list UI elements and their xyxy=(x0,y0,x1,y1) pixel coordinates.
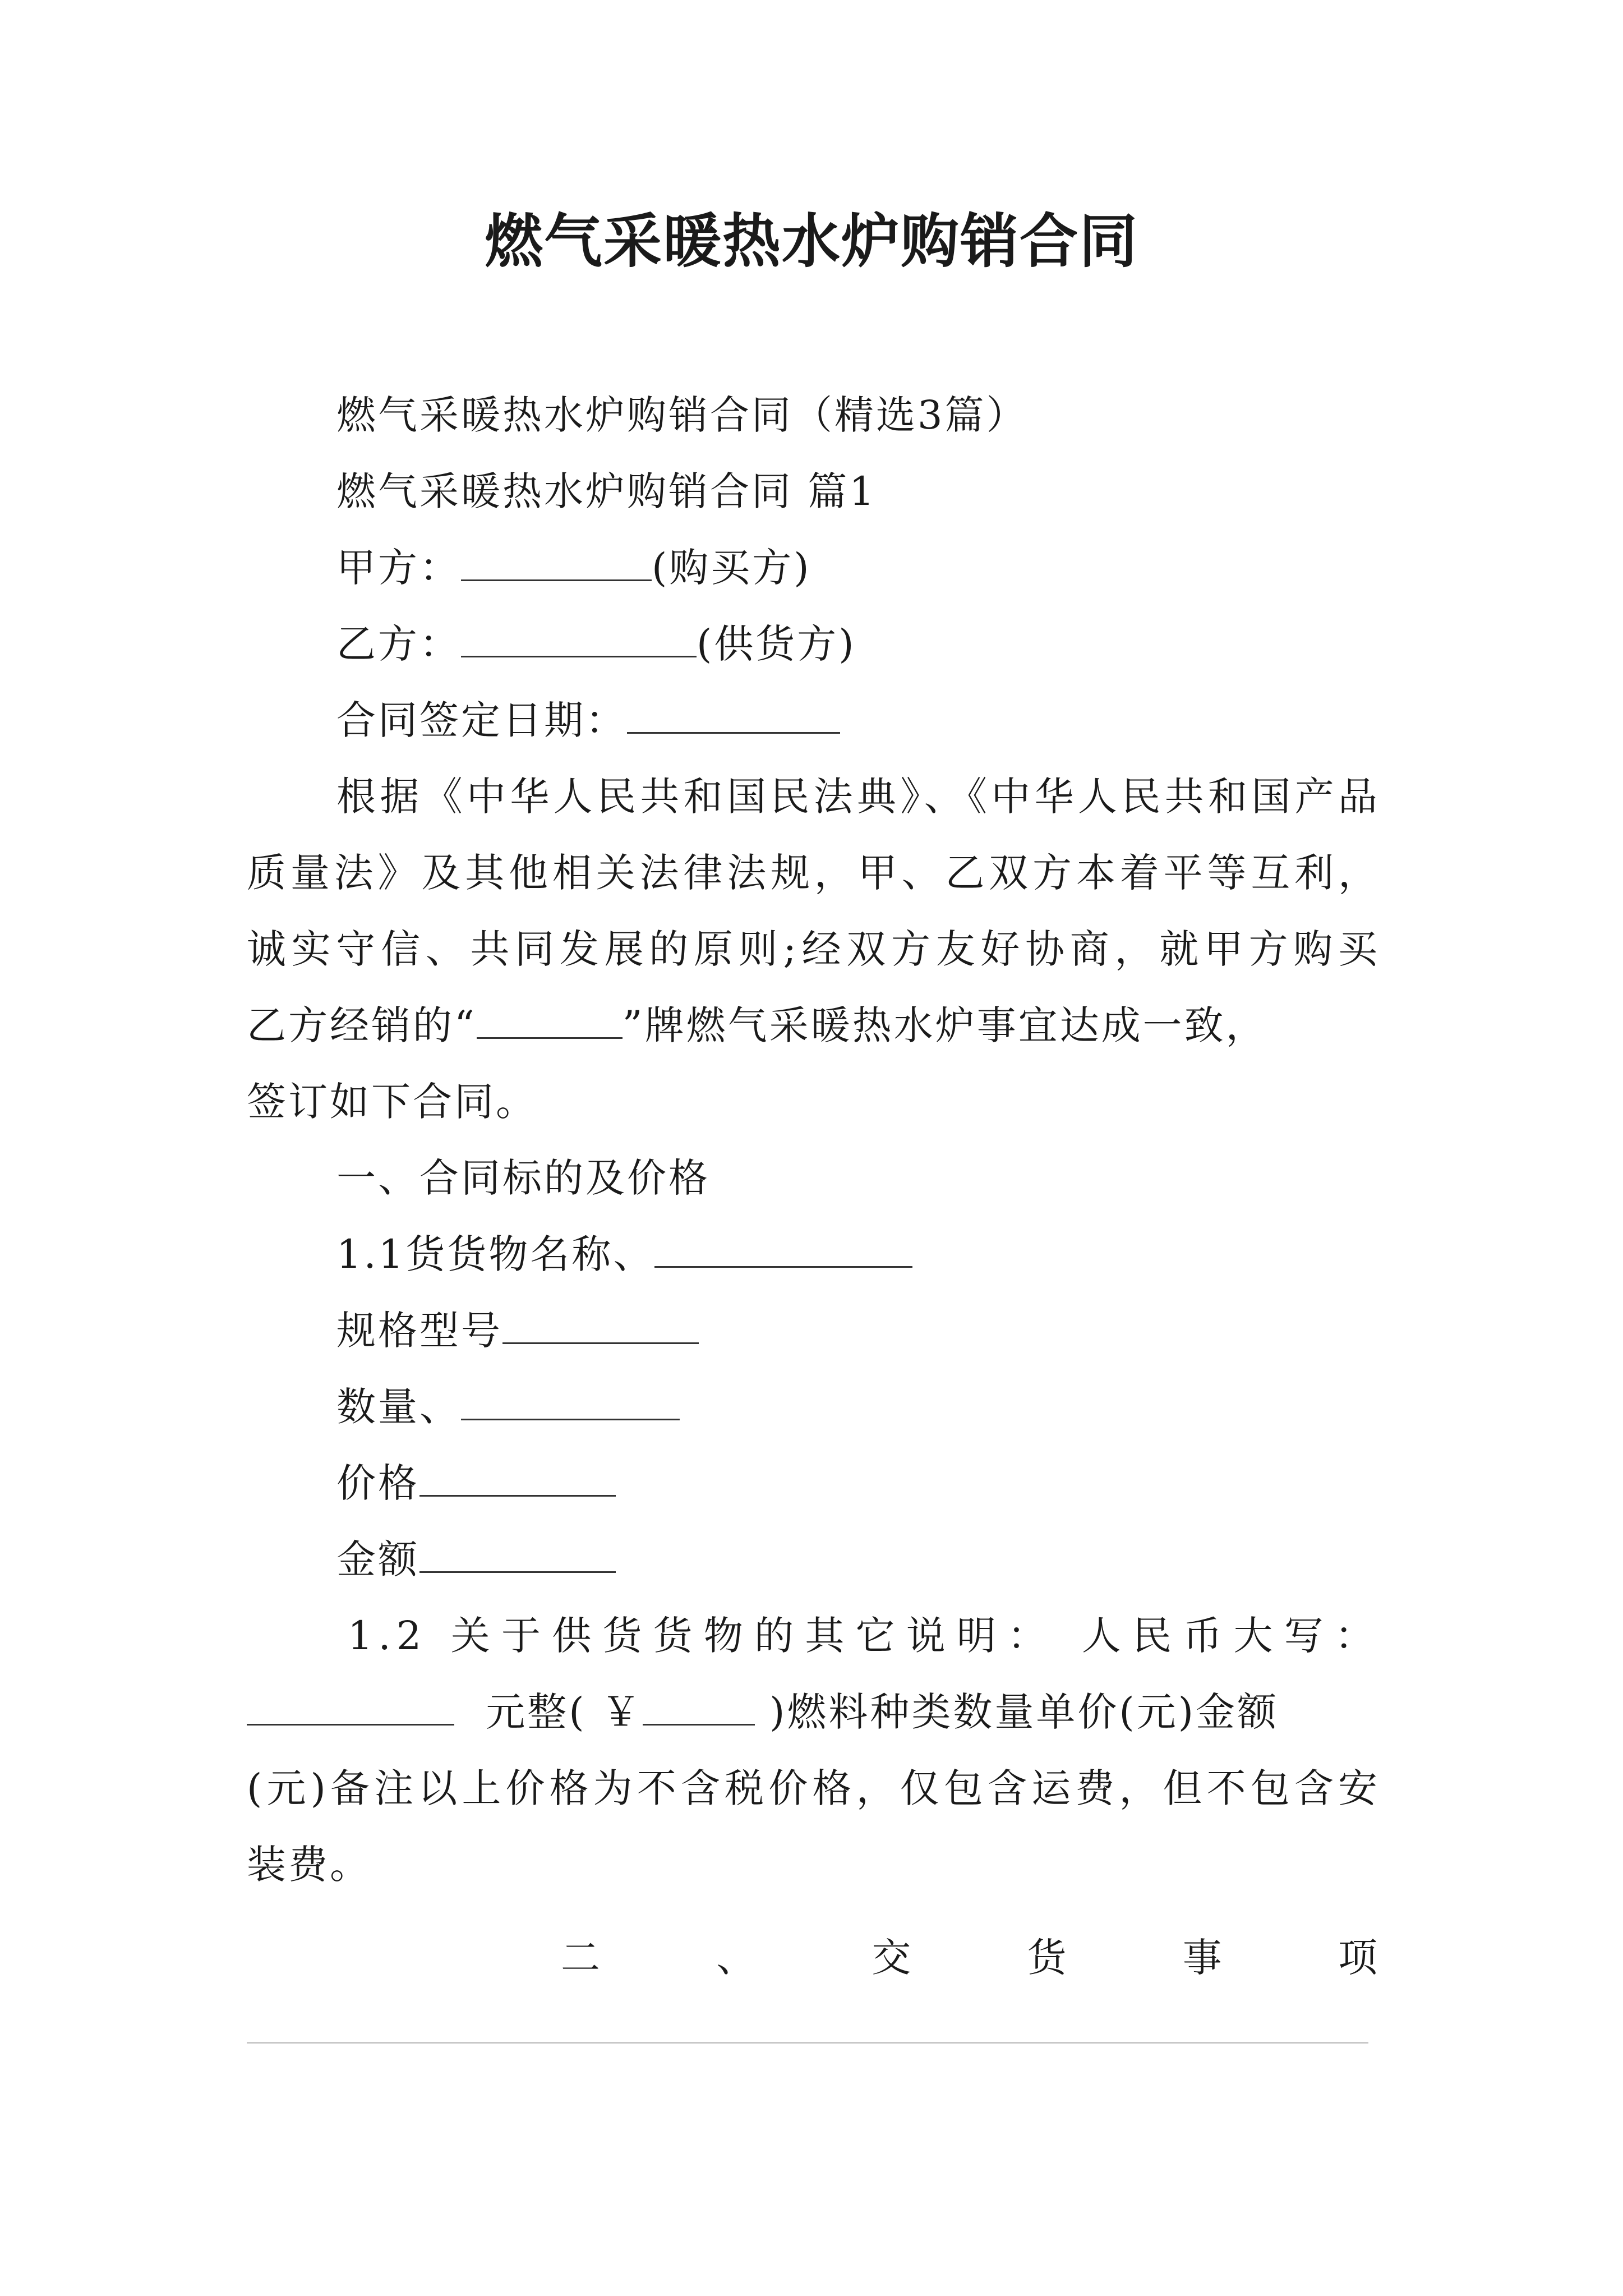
sign-date-blank xyxy=(627,693,840,734)
amount-blank xyxy=(419,1532,616,1573)
spec-label: 规格型号 xyxy=(336,1308,502,1354)
spec-blank xyxy=(502,1303,699,1344)
party-a-label: 甲方： xyxy=(336,545,461,591)
amount-label: 金额 xyxy=(336,1536,419,1582)
clause-1-heading: 一、合同标的及价格 xyxy=(336,1155,710,1201)
section-heading: 燃气采暖热水炉购销合同 篇1 xyxy=(336,468,877,514)
quantity-blank xyxy=(461,1379,680,1420)
note-line-2 xyxy=(247,1684,1380,1740)
clause-2-char: 货 xyxy=(1027,1935,1069,1981)
brand-blank xyxy=(477,998,623,1039)
note-line-2-before: 元整( ￥ xyxy=(486,1689,643,1735)
clause-2-heading xyxy=(561,1930,1380,1986)
party-b-role: (供货方) xyxy=(697,621,856,667)
amount-line xyxy=(336,1531,1380,1588)
rmb-uppercase-blank xyxy=(247,1685,454,1726)
clause-2-char: 二 xyxy=(561,1935,602,1981)
note-line-4: 装费。 xyxy=(247,1842,371,1888)
party-a-role: (购买方) xyxy=(652,545,811,591)
intro-line-4 xyxy=(247,997,1380,1053)
intro-line-4-after: ”牌燃气采暖热水炉事宜达成一致， xyxy=(622,1002,1267,1048)
rmb-number-blank xyxy=(643,1685,755,1726)
party-b-blank xyxy=(461,616,697,657)
note-line-2-after: )燃料种类数量单价(元)金额 xyxy=(769,1689,1279,1735)
sign-date-label: 合同签定日期： xyxy=(336,697,627,743)
page-bottom-rule xyxy=(247,2042,1368,2044)
document-subtitle: 燃气采暖热水炉购销合同（精选3篇） xyxy=(336,392,1028,438)
goods-name-label: 1.1货货物名称、 xyxy=(336,1231,655,1277)
spec-line xyxy=(336,1303,1380,1359)
intro-line-5: 签订如下合同。 xyxy=(247,1079,537,1125)
party-b-label: 乙方： xyxy=(336,621,461,667)
intro-line-1: 根据《中华人民共和国民法典》、《中华人民共和国产品 xyxy=(336,774,1380,820)
note-line-1: 1.2 关于供货货物的其它说明： 人民币大写： xyxy=(348,1613,1380,1659)
goods-name-line xyxy=(336,1226,1380,1282)
intro-line-4-before: 乙方经销的“ xyxy=(247,1002,477,1048)
clause-2-char: 交 xyxy=(872,1935,914,1981)
quantity-label: 数量、 xyxy=(336,1384,461,1430)
clause-2-char: 事 xyxy=(1182,1935,1224,1981)
clause-2-char: 项 xyxy=(1338,1935,1380,1981)
note-line-3: (元)备注以上价格为不含税价格，仅包含运费，但不包含安 xyxy=(247,1765,1380,1811)
intro-line-3: 诚实守信、共同发展的原则;经双方友好协商，就甲方购买 xyxy=(247,926,1380,972)
intro-line-2: 质量法》及其他相关法律法规，甲、乙双方本着平等互利， xyxy=(247,850,1380,896)
goods-name-blank xyxy=(654,1227,912,1268)
party-b-line xyxy=(336,616,1380,672)
quantity-line xyxy=(336,1379,1380,1435)
price-label: 价格 xyxy=(336,1460,419,1506)
sign-date-line xyxy=(336,692,1380,748)
party-a-line xyxy=(336,540,1380,596)
price-line xyxy=(336,1455,1380,1511)
document-title: 燃气采暖热水炉购销合同 xyxy=(484,207,1138,275)
price-blank xyxy=(419,1456,616,1497)
party-a-blank xyxy=(461,540,652,581)
clause-2-char: 、 xyxy=(716,1935,758,1981)
